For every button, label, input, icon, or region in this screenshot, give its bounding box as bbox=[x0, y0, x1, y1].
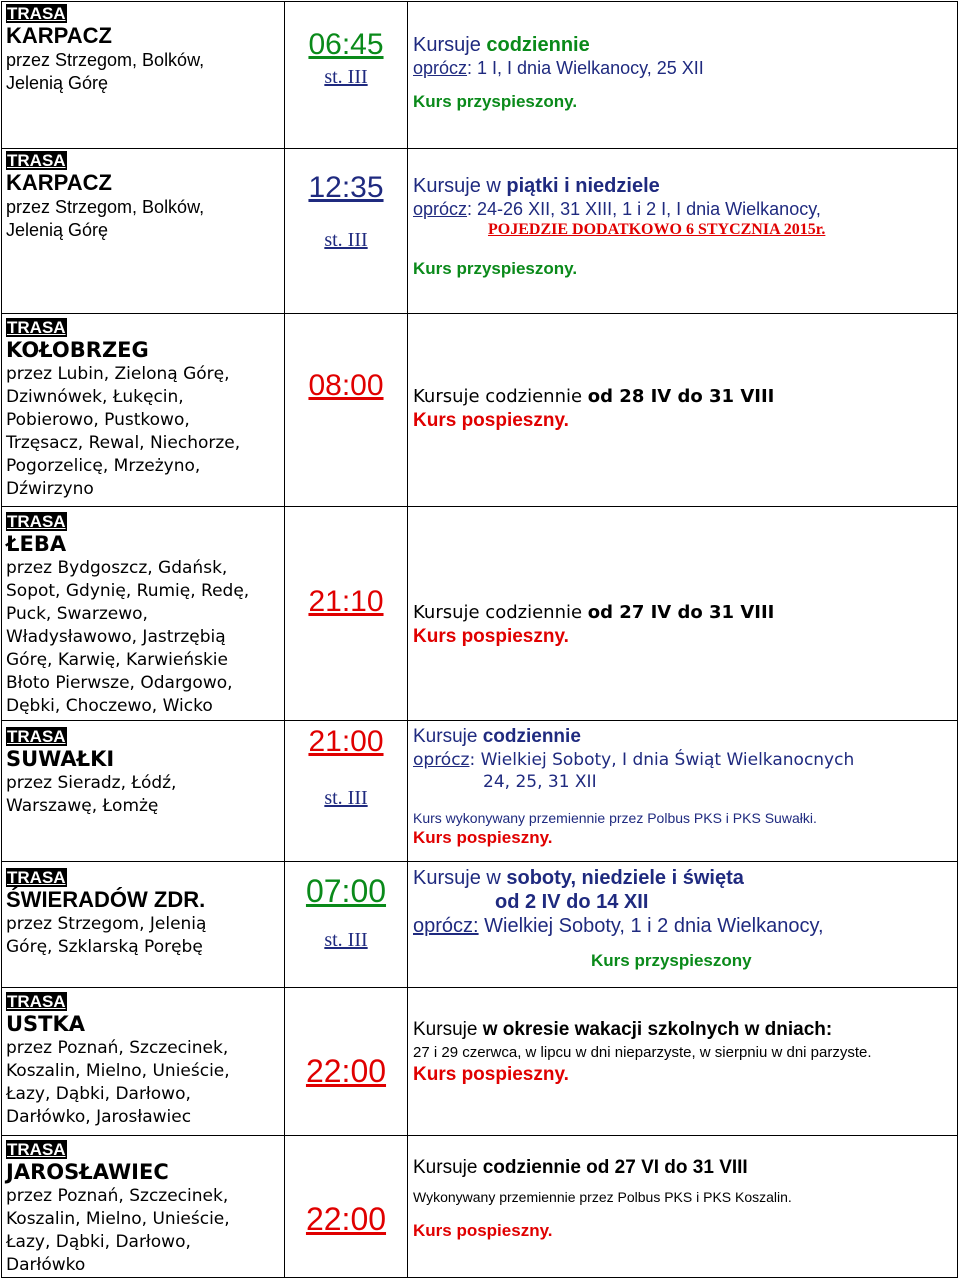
station-label: st. III bbox=[324, 229, 368, 251]
via-line: Dębki, Choczewo, Wicko bbox=[6, 696, 213, 716]
route-cell bbox=[2, 862, 285, 988]
table-row bbox=[2, 988, 958, 1136]
via-line: Pobierowo, Pustkowo, bbox=[6, 410, 190, 430]
via-line: Jelenią Górę bbox=[6, 220, 109, 240]
info-cell bbox=[408, 721, 958, 862]
destination: KARPACZ bbox=[6, 170, 112, 195]
table-row bbox=[2, 1136, 958, 1278]
course-type: Kurs przyspieszony. bbox=[413, 259, 578, 278]
route-cell bbox=[2, 1136, 285, 1278]
via-line: Władysławowo, Jastrzębią bbox=[6, 627, 226, 647]
via-line: przez Strzegom, Bolków, bbox=[6, 50, 205, 70]
station-label: st. III bbox=[324, 66, 368, 88]
runs-line: Kursuje codziennie od 27 IV do 31 VIII bbox=[413, 602, 775, 623]
via-line: Górę, Szklarską Porębę bbox=[6, 937, 203, 957]
except-line: oprócz: 1 I, I dnia Wielkanocy, 25 XII bbox=[413, 58, 704, 78]
table-row bbox=[2, 314, 958, 507]
departure-time: 21:00 bbox=[308, 725, 384, 758]
via-line: Błoto Pierwsze, Odargowo, bbox=[6, 673, 233, 693]
runs-line: Kursuje w okresie wakacji szkolnych w dniach: bbox=[413, 1019, 833, 1040]
table-row bbox=[2, 149, 958, 314]
course-type: Kurs pospieszny. bbox=[413, 828, 553, 847]
runs-line: Kursuje codziennie od 28 IV do 31 VIII bbox=[413, 386, 775, 407]
route-cell bbox=[2, 507, 285, 721]
via-line: Jelenią Górę bbox=[6, 73, 109, 93]
info-cell bbox=[408, 1136, 958, 1278]
table-row bbox=[2, 721, 958, 862]
timetable bbox=[1, 1, 958, 1278]
via-line: przez Poznań, Szczecinek, bbox=[6, 1186, 229, 1206]
via-line: Pogorzelicę, Mrzeżyno, bbox=[6, 456, 201, 476]
route-cell bbox=[2, 2, 285, 149]
operator-note: Wykonywany przemiennie przez Polbus PKS i PKS Koszalin. bbox=[413, 1189, 792, 1205]
course-type: Kurs pospieszny. bbox=[413, 1064, 569, 1085]
via-line: przez Bydgoszcz, Gdańsk, bbox=[6, 558, 228, 578]
via-line: Koszalin, Mielno, Unieście, bbox=[6, 1061, 230, 1081]
station-label: st. III bbox=[324, 929, 368, 951]
via-line: Łazy, Dąbki, Darłowo, bbox=[6, 1084, 191, 1104]
via-line: Warszawę, Łomżę bbox=[6, 796, 159, 816]
departure-time: 22:00 bbox=[305, 1053, 387, 1089]
via-line: Koszalin, Mielno, Unieście, bbox=[6, 1209, 230, 1229]
destination: JAROSŁAWIEC bbox=[6, 1160, 169, 1184]
trasa-badge: TRASA bbox=[7, 727, 66, 746]
via-line: Górę, Karwię, Karwieńskie bbox=[6, 650, 228, 670]
runs-line: Kursuje codziennie bbox=[413, 34, 590, 56]
trasa-badge: TRASA bbox=[7, 4, 66, 23]
course-type: Kurs przyspieszony bbox=[591, 951, 752, 970]
info-cell bbox=[408, 314, 958, 507]
via-line: Trzęsacz, Rewal, Niechorze, bbox=[6, 433, 241, 453]
time-cell bbox=[285, 988, 408, 1136]
table-row bbox=[2, 862, 958, 988]
route-cell bbox=[2, 149, 285, 314]
via-line: przez Strzegom, Bolków, bbox=[6, 197, 205, 217]
via-line: Puck, Swarzewo, bbox=[6, 604, 148, 624]
trasa-badge: TRASA bbox=[7, 318, 66, 337]
course-type: Kurs przyspieszony. bbox=[413, 92, 578, 111]
course-type: Kurs pospieszny. bbox=[413, 626, 569, 647]
except-line: oprócz: Wielkiej Soboty, I dnia Świąt Wielkanocnych bbox=[413, 750, 855, 770]
table-row bbox=[2, 507, 958, 721]
info-cell bbox=[408, 988, 958, 1136]
info-cell bbox=[408, 2, 958, 149]
except-line: oprócz: 24-26 XII, 31 XIII, 1 i 2 I, I dnia Wielkanocy, bbox=[413, 199, 821, 219]
runs-line: Kursuje w piątki i niedziele bbox=[413, 175, 660, 197]
extra-note: POJEDZIE DODATKOWO 6 STYCZNIA 2015r. bbox=[488, 221, 826, 238]
time-cell bbox=[285, 149, 408, 314]
departure-time: 08:00 bbox=[308, 369, 384, 402]
via-line: Darłówko bbox=[6, 1255, 86, 1275]
schedule-detail: 27 i 29 czerwca, w lipcu w dni nieparzyste, w sierpniu w dni parzyste. bbox=[413, 1044, 872, 1061]
runs-line: Kursuje codziennie od 27 VI do 31 VIII bbox=[413, 1157, 748, 1178]
time-cell bbox=[285, 314, 408, 507]
info-cell bbox=[408, 149, 958, 314]
time-cell bbox=[285, 1136, 408, 1278]
time-cell bbox=[285, 862, 408, 988]
via-line: przez Sieradz, Łódź, bbox=[6, 773, 177, 793]
departure-time: 21:10 bbox=[308, 585, 384, 618]
destination: SUWAŁKI bbox=[6, 747, 115, 771]
departure-time: 06:45 bbox=[308, 28, 384, 61]
operator-note: Kurs wykonywany przemiennie przez Polbus PKS i PKS Suwałki. bbox=[413, 810, 817, 826]
except-line-2: 24, 25, 31 XII bbox=[483, 772, 597, 792]
station-label: st. III bbox=[324, 787, 368, 809]
via-line: przez Lubin, Zieloną Górę, bbox=[6, 364, 230, 384]
departure-time: 12:35 bbox=[308, 171, 384, 204]
destination: ŚWIERADÓW ZDR. bbox=[6, 887, 206, 912]
time-cell bbox=[285, 507, 408, 721]
course-type: Kurs pospieszny. bbox=[413, 410, 569, 431]
departure-time: 07:00 bbox=[305, 873, 387, 909]
date-range: od 2 IV do 14 XII bbox=[495, 891, 649, 913]
destination: USTKA bbox=[6, 1012, 86, 1036]
destination: ŁEBA bbox=[6, 532, 67, 556]
via-line: przez Poznań, Szczecinek, bbox=[6, 1038, 229, 1058]
route-cell bbox=[2, 988, 285, 1136]
destination: KOŁOBRZEG bbox=[6, 338, 149, 362]
runs-line: Kursuje codziennie bbox=[413, 726, 581, 747]
departure-time: 22:00 bbox=[305, 1201, 387, 1237]
trasa-badge: TRASA bbox=[7, 992, 66, 1011]
table-row bbox=[2, 2, 958, 149]
time-cell bbox=[285, 2, 408, 149]
via-line: Sopot, Gdynię, Rumię, Redę, bbox=[6, 581, 250, 601]
route-cell bbox=[2, 721, 285, 862]
via-line: Łazy, Dąbki, Darłowo, bbox=[6, 1232, 191, 1252]
destination: KARPACZ bbox=[6, 23, 112, 48]
course-type: Kurs pospieszny. bbox=[413, 1221, 553, 1240]
time-cell bbox=[285, 721, 408, 862]
route-cell bbox=[2, 314, 285, 507]
trasa-badge: TRASA bbox=[7, 151, 66, 170]
except-line: oprócz: Wielkiej Soboty, 1 i 2 dnia Wielkanocy, bbox=[413, 915, 824, 937]
info-cell bbox=[408, 862, 958, 988]
trasa-badge: TRASA bbox=[7, 1140, 66, 1159]
trasa-badge: TRASA bbox=[7, 512, 66, 531]
via-line: przez Strzegom, Jelenią bbox=[6, 914, 207, 934]
runs-line: Kursuje w soboty, niedziele i święta bbox=[413, 867, 744, 889]
via-line: Dziwnówek, Łukęcin, bbox=[6, 387, 184, 407]
trasa-badge: TRASA bbox=[7, 868, 66, 887]
info-cell bbox=[408, 507, 958, 721]
via-line: Darłówko, Jarosławiec bbox=[6, 1107, 192, 1127]
via-line: Dźwirzyno bbox=[6, 479, 94, 499]
